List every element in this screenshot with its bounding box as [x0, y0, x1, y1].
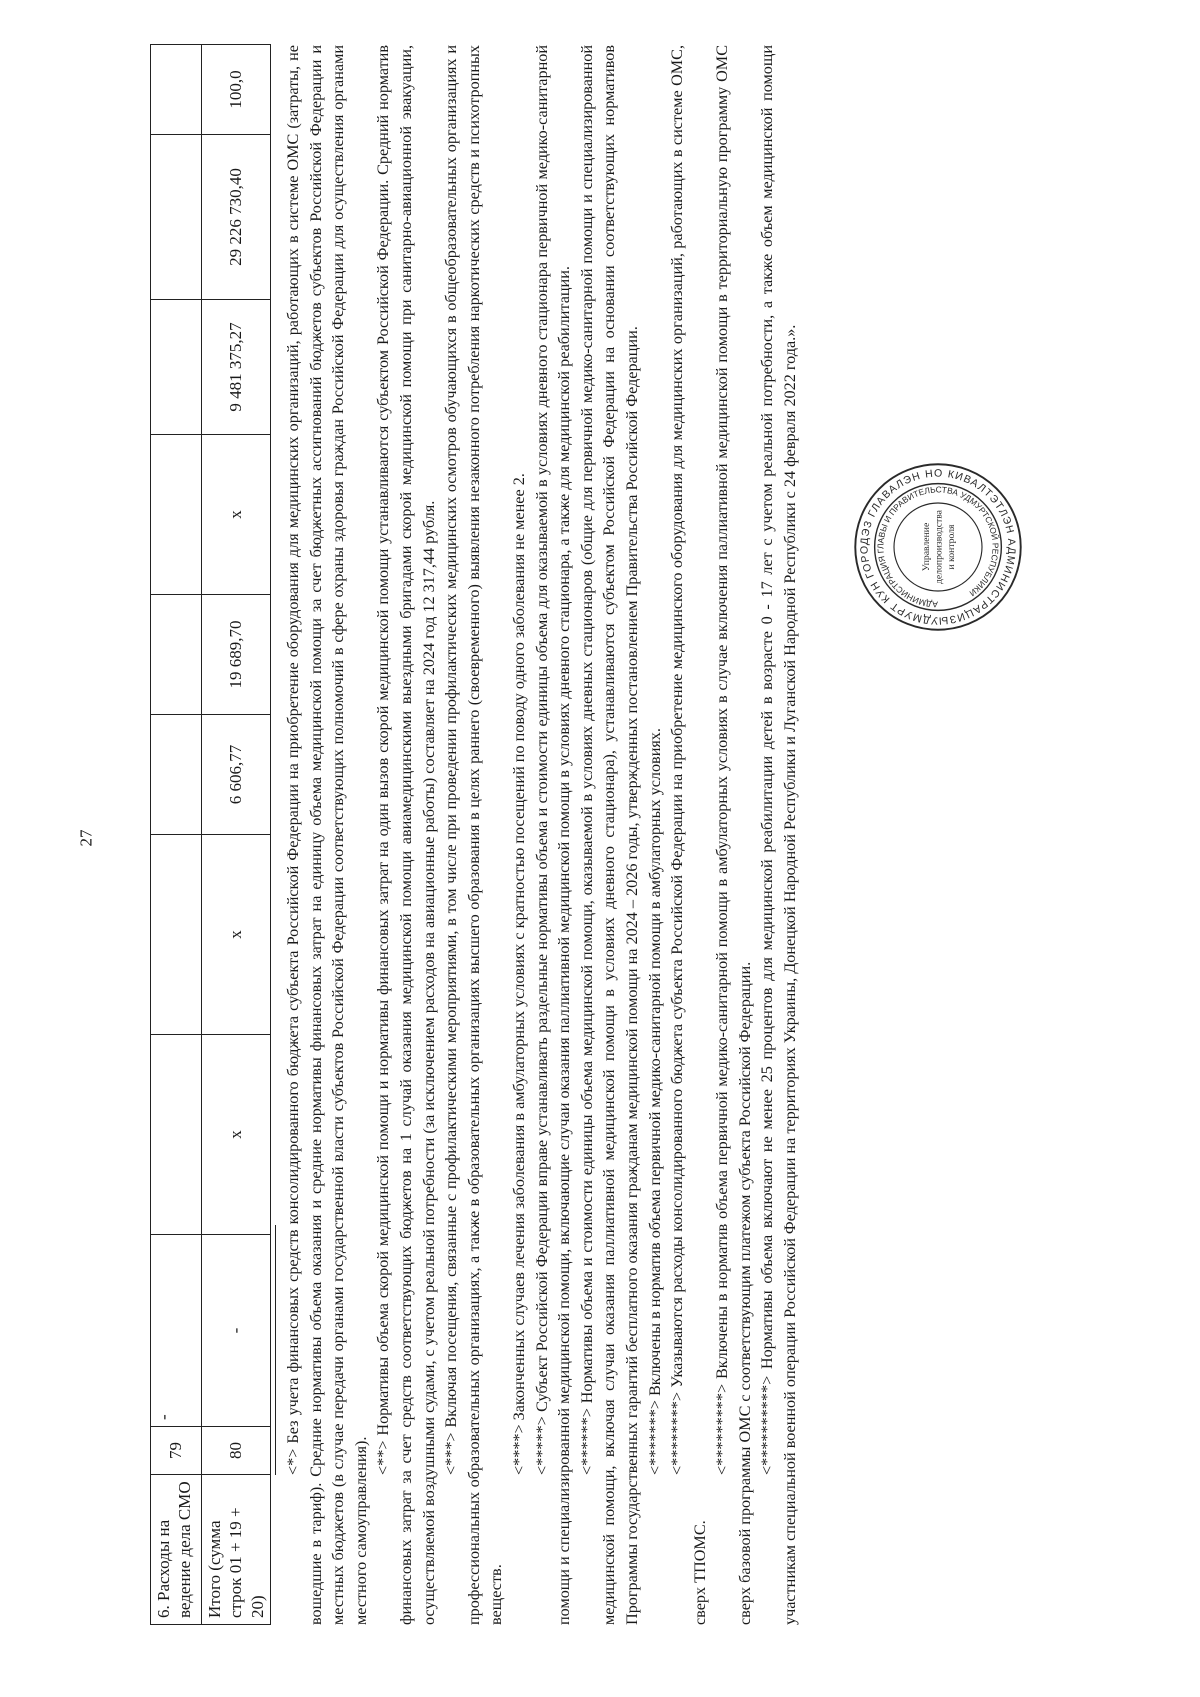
stamp-outer-text: УДМУРТ КУН ГОРОДЭЗ ГЛАВАЛЭН НО КИВАЛТЭТЛЭН АДМИНИСТРАЦИЗЫ: [858, 467, 1018, 627]
table-cell: [151, 1035, 202, 1235]
footnote: <*******> Включены в норматив объема первичной медико-санитарной помощи в амбулаторных условиях.: [645, 728, 664, 1475]
table-cell: [151, 715, 202, 835]
table-cell: х: [202, 435, 271, 595]
footnote: <*> Без учета финансовых средств консолидированного бюджета субъекта Российской Федерации на приобретение оборудования для медицинских организаций, работающих в системе ОМС (затраты, не вошедшие в тариф). Средние нормативы объема оказания и средние нормативы финансовых затрат на единицу объема медицинской помощи за счет бюджетных ассигнований бюджетов субъектов Российской Федерации и местных бюджетов (в случае передачи органами государственной власти субъектов Российской Федерации соответствующих полномочий в сфере охраны здоровья граждан Российской Федерации для осуществления органами местного самоуправления).: [284, 45, 370, 1625]
footnote: <****> Законченных случаев лечения заболевания в амбулаторных условиях с кратностью посещений по поводу одного заболевания не менее 2.: [509, 473, 528, 1475]
page-number: 27: [76, 829, 96, 847]
table-row: [202, 45, 271, 1625]
stamp-center-line: и контроля: [945, 524, 957, 570]
table-row: [151, 45, 202, 1625]
footnotes: [275, 45, 802, 1625]
stamp-center-line: Управление: [921, 522, 933, 572]
table-cell: х: [202, 1035, 271, 1235]
row-number: 80: [202, 1427, 271, 1475]
table-cell: -: [202, 1235, 271, 1427]
row-number: 79: [151, 1427, 202, 1475]
footnote: <**********> Нормативы объема включают не менее 25 процентов для медицинской реабилитации детей в возрасте 0 - 17 лет с учетом реальной потребности, а также объем медицинской помощи участникам специальной военной операции Российской Федерации на территориях Украины, Донецкой Народной Республики и Луганской Народной Республики с 24 февраля 2022 года.».: [758, 45, 800, 1625]
footnote: <**> Нормативы объема скорой медицинской помощи и нормативы финансовых затрат на один вызов скорой медицинской помощи устанавливаются субъектом Российской Федерации. Средний норматив финансовых затрат за счет средств соответствующих бюджетов на 1 случай оказания медицинской помощи авиамедицинскими выездными бригадами скорой медицинской помощи при санитарно-авиационной эвакуации, осуществляемой воздушными судами, с учетом реальной потребности (за исключением расходов на авиационные работы) составляет на 2024 год 12 317,44 рубля.: [374, 45, 438, 1625]
table-cell: [151, 595, 202, 715]
table-cell: [151, 835, 202, 1035]
table-cell: 29 226 730,40: [202, 135, 271, 300]
row-label: Итого (сумма строк 01 + 19 + 20): [202, 1475, 271, 1625]
table-cell: [151, 45, 202, 135]
table-cell: -: [151, 1235, 202, 1427]
table-cell: 19 689,70: [202, 595, 271, 715]
table-cell: [151, 300, 202, 435]
stamp-inner-text: АДМИНИСТРАЦИЯ ГЛАВЫ И ПРАВИТЕЛЬСТВА УДМУРТСКОЙ РЕСПУБЛИКИ: [875, 484, 1001, 610]
rotated-page-content: [150, 45, 1090, 1625]
table-cell: 6 606,77: [202, 715, 271, 835]
footnote: <******> Нормативы объема и стоимости единицы объема медицинской помощи, оказываемой в условиях дневных стационаров (общие для первичной медико-санитарной помощи и специализированной медицинской помощи, включая случаи оказания паллиативной медицинской помощи в условиях дневного стационара), устанавливаются субъектом Российской Федерации на основании соответствующих нормативов Программы государственных гарантий бесплатного оказания гражданам медицинской помощи на 2024 – 2026 годы, утвержденных постановлением Правительства Российской Федерации.: [577, 45, 641, 1625]
footnote-separator: [275, 1225, 282, 1475]
footnote: <*****> Субъект Российской Федерации вправе устанавливать раздельные нормативы объема и стоимости единицы объема для оказываемой в условиях дневного стационара первичной медико-санитарной помощи и специализированной медицинской помощи, включающие случаи оказания паллиативной медицинской помощи в условиях дневного стационара, а также для медицинской реабилитации.: [532, 45, 574, 1625]
table-cell: 100,0: [202, 45, 271, 135]
footnote: <*********> Включены в норматив объема первичной медико-санитарной помощи в амбулаторных условиях в случае включения паллиативной медицинской помощи в территориальную программу ОМС сверх базовой программы ОМС с соответствующим платежом субъекта Российской Федерации.: [713, 45, 754, 1625]
footnote: <********> Указываются расходы консолидированного бюджета субъекта Российской Федерации на приобретение медицинского оборудования для медицинских организаций, работающих в системе ОМС, сверх ТПОМС.: [668, 45, 709, 1625]
stamp-center-line: делопроизводства: [933, 510, 945, 584]
table-cell: [151, 435, 202, 595]
summary-table: [150, 44, 271, 1625]
table-cell: х: [202, 835, 271, 1035]
office-stamp: [850, 459, 1026, 635]
table-cell: 9 481 375,27: [202, 300, 271, 435]
footnote: <***> Включая посещения, связанные с профилактическими мероприятиями, в том числе при проведении профилактических медицинских осмотров обучающихся в общеобразовательных организациях и профессиональных образовательных организациях, а также в образовательных организациях высшего образования в целях раннего (своевременного) выявления незаконного потребления наркотических средств и психотропных веществ.: [442, 45, 506, 1625]
row-label: 6. Расходы на ведение дела СМО: [151, 1475, 202, 1625]
table-cell: [151, 135, 202, 300]
